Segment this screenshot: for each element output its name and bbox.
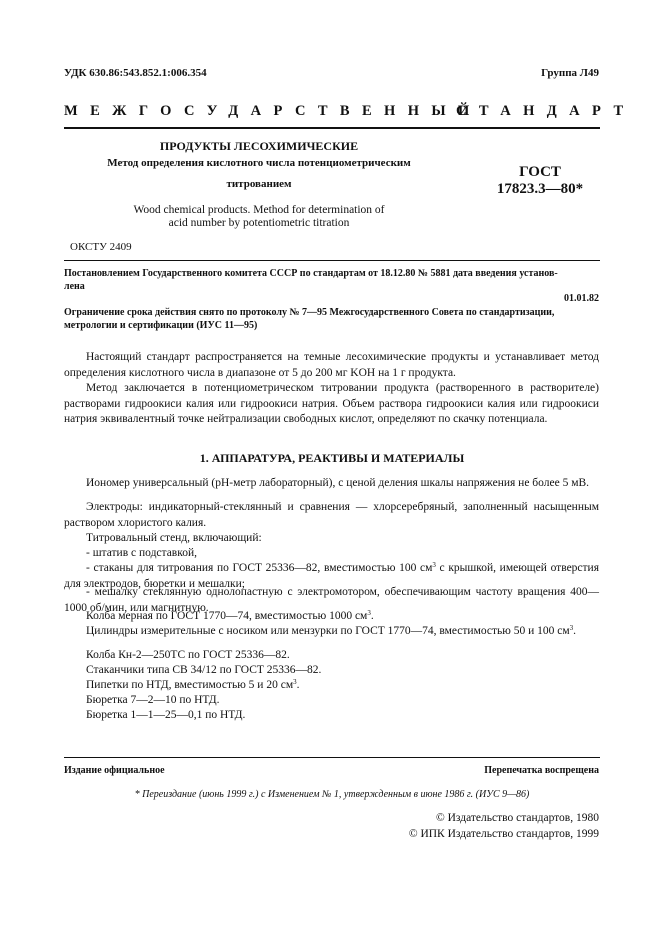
pipettes-item: Пипетки по НТД, вместимостью 5 и 20 $см^3$. [86,678,300,691]
intro-paragraph-2: Метод заключается в потенциометрическом титровании продукта (растворенного в растворителе) растворами гидроокиси калия или гидроокиси натрия. Объем раствора гидроокиси калия или гидроокиси натрия эквивалентный точке нейтрализации свободных кислот, определяют по скачку потенциала. [64,382,599,425]
introduction-date: 01.01.82 [564,293,599,304]
decree-line1: Постановлением Государственного комитета СССР по стандартам от 18.12.80 № 5881 дата введения установ- [64,268,558,279]
ionomer-paragraph: Иономер универсальный (рН-метр лабораторный), с ценой деления шкалы напряжения не более 5 мВ. [86,477,590,489]
kn-flask-item: Колба Кн-2—250ТС по ГОСТ 25336—82. [86,649,290,661]
gost-number: 17823.3—80* [496,181,584,197]
okstu-code: ОКСТУ 2409 [70,241,132,253]
electrodes-paragraph: Электроды: индикаторный-стеклянный и сравнения — хлорсеребряный, заполненный насыщенным раствором хлористого калия. [64,501,599,529]
flask-item: Колба мерная по ГОСТ 1770—74, вместимостью 1000 $см^3$. [86,609,374,622]
burette-1-item: Бюретка 7—2—10 по НТД. [86,694,220,706]
gost-label: ГОСТ [519,164,561,180]
standard-type-word1: МЕЖГОСУДАРСТВЕННЫЙ [64,103,482,119]
method-title-line2: титрованием [226,178,292,190]
udk-code: УДК 630.86:543.852.1:006.354 [64,67,207,79]
copyright-1980: © Издательство стандартов, 1980 [435,812,599,824]
reissue-note: * Переиздание (июнь 1999 г.) с Изменением № 1, утвержденным в июне 1986 г. (ИУС 9—86) [134,789,530,800]
limit-line1: Ограничение срока действия снято по протоколу № 7—95 Межгосударственного Совета по стандартизации, [64,307,555,318]
stirrer-item: - мешалку стеклянную однолопастную с электромотором, обеспечивающим частоту вращения 400—1000 об/мин, или магнитную. [64,586,599,614]
footer-rule [64,757,600,758]
english-title-line2: acid number by potentiometric titration [168,217,350,229]
english-title-line1: Wood chemical products. Method for determination of [133,204,385,216]
beakers-item: Стаканчики типа СВ 34/12 по ГОСТ 25336—82. [86,664,322,676]
official-edition: Издание официальное [64,765,165,776]
section-heading: 1. АППАРАТУРА, РЕАКТИВЫ И МАТЕРИАЛЫ [199,451,465,465]
method-title-line1: Метод определения кислотного числа потенциометрическим [107,157,411,169]
standard-type-word2: СТАНДАРТ [456,103,636,119]
intro-paragraph-1: Настоящий стандарт распространяется на темные лесохимические продукты и устанавливает метод определения кислотного числа в диапазоне от 5 до 200 мг KOH на 1 г продукта. [64,351,599,379]
header-rule [64,127,600,129]
group-code: Группа Л49 [541,67,599,79]
title-rule [64,260,600,261]
cups-item: - стаканы для титрования по ГОСТ 25336—82, вместимостью 100 $см^3$ с крышкой, имеющей отверстия для электродов, бюретки и мешалки; [64,561,599,590]
tripod-item: - штатив с подставкой, [86,547,198,559]
cylinders-item: Цилиндры измерительные с носиком или мензурки по ГОСТ 1770—74, вместимостью 50 и 100 $см^3$. [86,624,577,637]
reprint-notice: Перепечатка воспрещена [484,765,599,776]
stand-line: Титровальный стенд, включающий: [86,532,262,544]
limit-line2: метрологии и сертификации (ИУС 11—95) [64,320,258,331]
burette-2-item: Бюретка 1—1—25—0,1 по НТД. [86,709,246,721]
product-title: ПРОДУКТЫ ЛЕСОХИМИЧЕСКИЕ [159,139,359,153]
decree-line2: лена [64,281,85,292]
copyright-1999: © ИПК Издательство стандартов, 1999 [408,828,599,840]
